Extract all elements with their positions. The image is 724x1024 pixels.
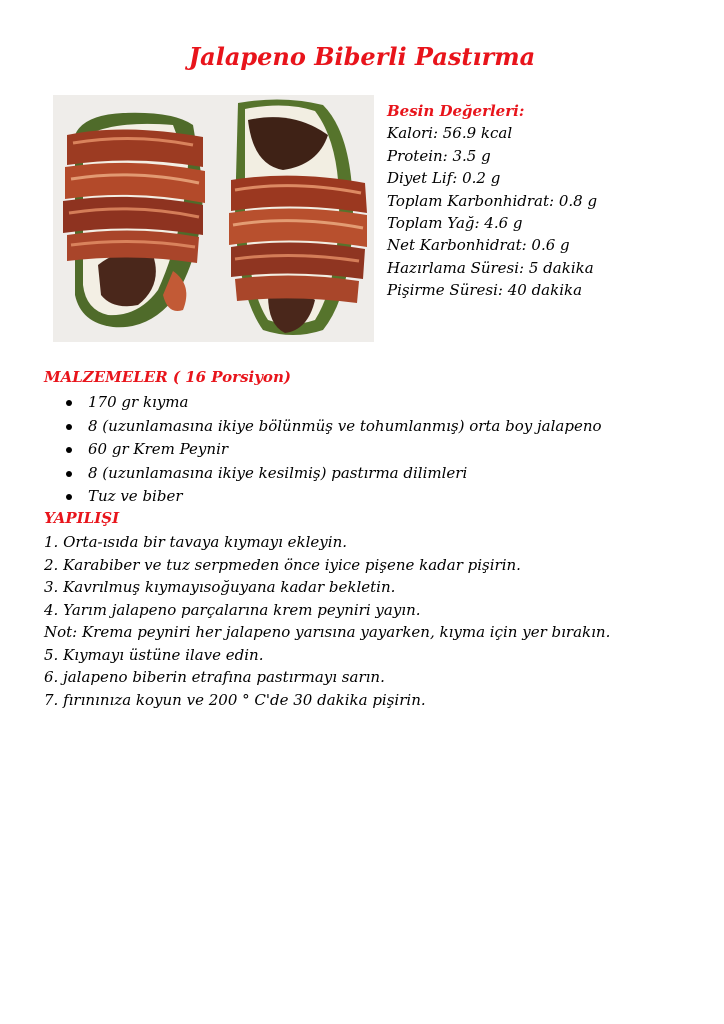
step-line: 3. Kavrılmuş kıymayısoğuyana kadar bekletin.	[44, 578, 396, 596]
recipe-title: Jalapeno Biberli Pastırma	[188, 42, 536, 71]
ingredient-item: 8 (uzunlamasına ikiye bölünmüş ve tohumlanmış) orta boy jalapeno	[44, 415, 602, 439]
nutrition-line: Hazırlama Süresi: 5 dakika	[387, 258, 594, 277]
ingredient-item: 170 gr kıyma	[44, 391, 602, 415]
step-line: 6. jalapeno biberin etrafına pastırmayı sarın.	[44, 668, 385, 686]
nutrition-line: Protein: 3.5 g	[387, 146, 491, 165]
nutrition-line: Net Karbonhidrat: 0.6 g	[387, 236, 570, 255]
steps-heading: YAPILIŞI	[44, 509, 120, 527]
ingredient-item: 60 gr Krem Peynir	[44, 438, 602, 462]
ingredient-item: 8 (uzunlamasına ikiye kesilmiş) pastırma dilimleri	[44, 462, 602, 486]
nutrition-line: Pişirme Süresi: 40 dakika	[387, 281, 583, 300]
ingredients-heading: MALZEMELER ( 16 Porsiyon)	[44, 368, 291, 386]
step-line: 7. fırınınıza koyun ve 200 ° C'de 30 dakika pişirin.	[44, 690, 426, 709]
steps-list	[44, 531, 714, 711]
ingredient-item: Tuz ve biber	[44, 485, 602, 509]
step-note: Not: Krema peyniri her jalapeno yarısına yayarken, kıyma için yer bırakın.	[44, 623, 611, 641]
step-line: 2. Karabiber ve tuz serpmeden önce iyice pişene kadar pişirin.	[44, 555, 521, 574]
nutrition-line: Toplam Karbonhidrat: 0.8 g	[387, 191, 598, 210]
nutrition-heading: Besin Değerleri:	[387, 102, 525, 120]
step-line: 4. Yarım jalapeno parçalarına krem peyniri yayın.	[44, 600, 421, 619]
nutrition-line: Toplam Yağ: 4.6 g	[387, 214, 523, 233]
nutrition-facts	[387, 100, 717, 302]
step-line: 5. Kıymayı üstüne ilave edin.	[44, 645, 264, 664]
nutrition-line: Diyet Lif: 0.2 g	[387, 169, 501, 188]
bacon-wrapped-jalapeno-photo	[53, 95, 374, 342]
nutrition-line: Kalori: 56.9 kcal	[387, 124, 513, 143]
ingredients-list	[44, 391, 602, 509]
step-line: 1. Orta-ısıda bir tavaya kıymayı ekleyin.	[44, 533, 348, 551]
